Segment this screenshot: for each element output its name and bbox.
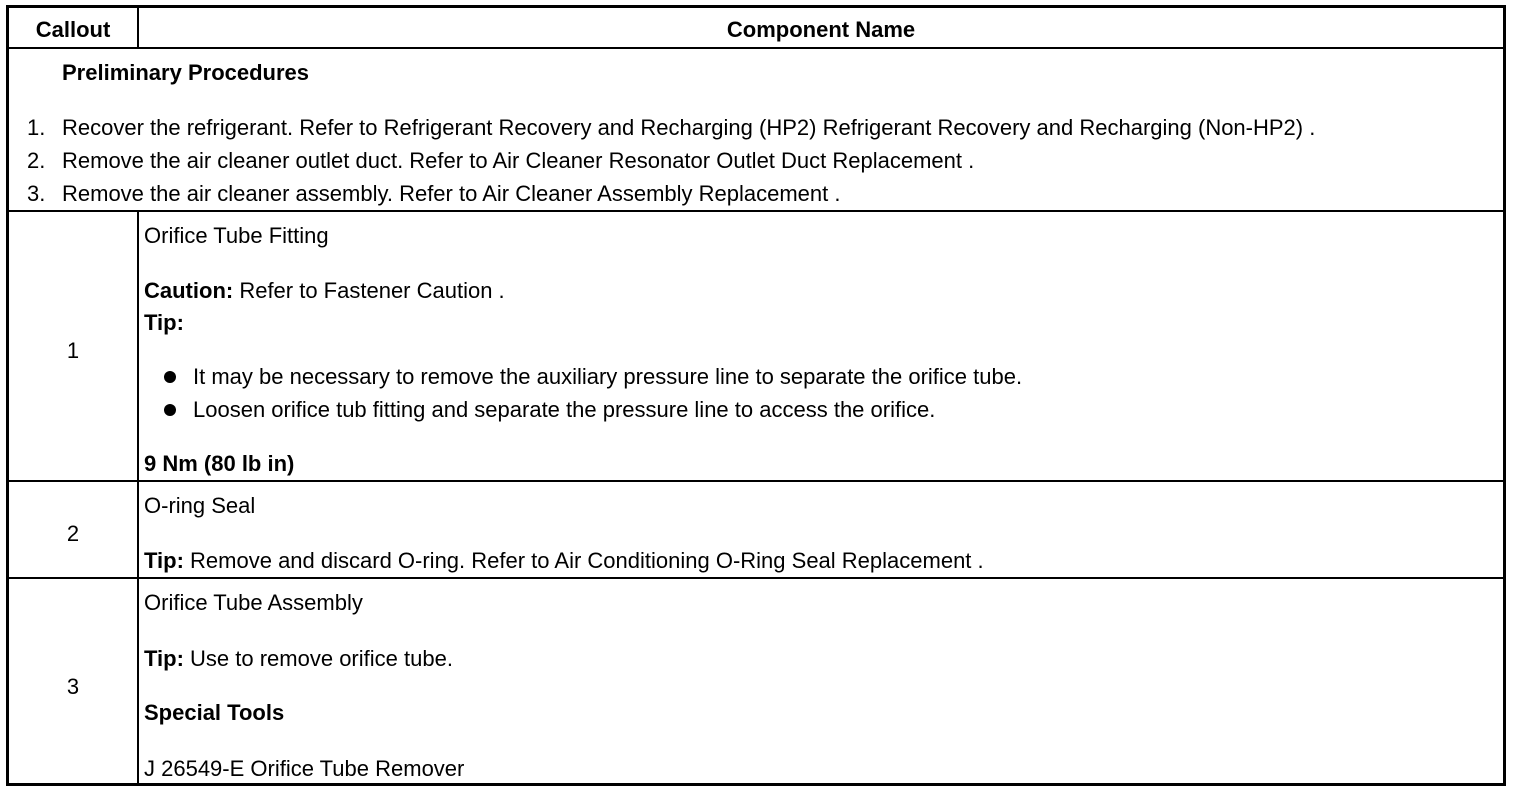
procedure-table — [6, 5, 1506, 786]
caution-label: Caution: — [144, 278, 234, 303]
tip-line — [144, 647, 453, 671]
step-text: Remove the air cleaner assembly. Refer to Air Cleaner Assembly Replacement . — [62, 181, 841, 206]
column-divider-body — [137, 210, 139, 783]
step-number: 1. — [27, 115, 46, 140]
component-name: Orifice Tube Assembly — [144, 590, 363, 615]
special-tool-item: J 26549-E Orifice Tube Remover — [144, 756, 465, 781]
bullet-text: It may be necessary to remove the auxiliary pressure line to separate the orifice tube. — [193, 364, 1023, 389]
bullet-icon — [164, 404, 176, 416]
tip-label: Tip: — [144, 310, 184, 335]
component-name: Orifice Tube Fitting — [144, 223, 329, 248]
tip-label: Tip: — [144, 548, 184, 573]
header-divider — [9, 47, 1503, 49]
step-text: Recover the refrigerant. Refer to Refrigerant Recovery and Recharging (HP2) Refrigerant Recovery and Recharging (Non-HP2) . — [62, 115, 1316, 140]
step-number: 3. — [27, 181, 46, 206]
caution-text: Refer to Fastener Caution . — [233, 278, 505, 303]
row-divider — [9, 577, 1503, 579]
row-divider — [9, 480, 1503, 482]
callout-number: 2 — [66, 521, 80, 546]
preliminary-title: Preliminary Procedures — [62, 60, 310, 85]
tip-line — [144, 549, 984, 573]
caution-line — [144, 279, 505, 303]
component-name: O-ring Seal — [144, 493, 256, 518]
torque-spec: 9 Nm (80 lb in) — [144, 451, 295, 476]
tip-text: Use to remove orifice tube. — [183, 646, 453, 671]
bullet-icon — [164, 371, 176, 383]
bullet-text: Loosen orifice tub fitting and separate the pressure line to access the orifice. — [193, 397, 936, 422]
step-number: 2. — [27, 148, 46, 173]
header-component-name: Component Name — [726, 17, 916, 42]
preliminary-divider — [9, 210, 1503, 212]
step-text: Remove the air cleaner outlet duct. Refer to Air Cleaner Resonator Outlet Duct Replacement . — [62, 148, 975, 173]
header-callout: Callout — [35, 17, 111, 42]
tip-text: Remove and discard O-ring. Refer to Air Conditioning O-Ring Seal Replacement . — [183, 548, 984, 573]
special-tools-heading: Special Tools — [144, 700, 285, 725]
callout-number: 3 — [66, 674, 80, 699]
tip-label: Tip: — [144, 646, 184, 671]
column-divider-header — [137, 8, 139, 48]
callout-number: 1 — [66, 338, 80, 363]
